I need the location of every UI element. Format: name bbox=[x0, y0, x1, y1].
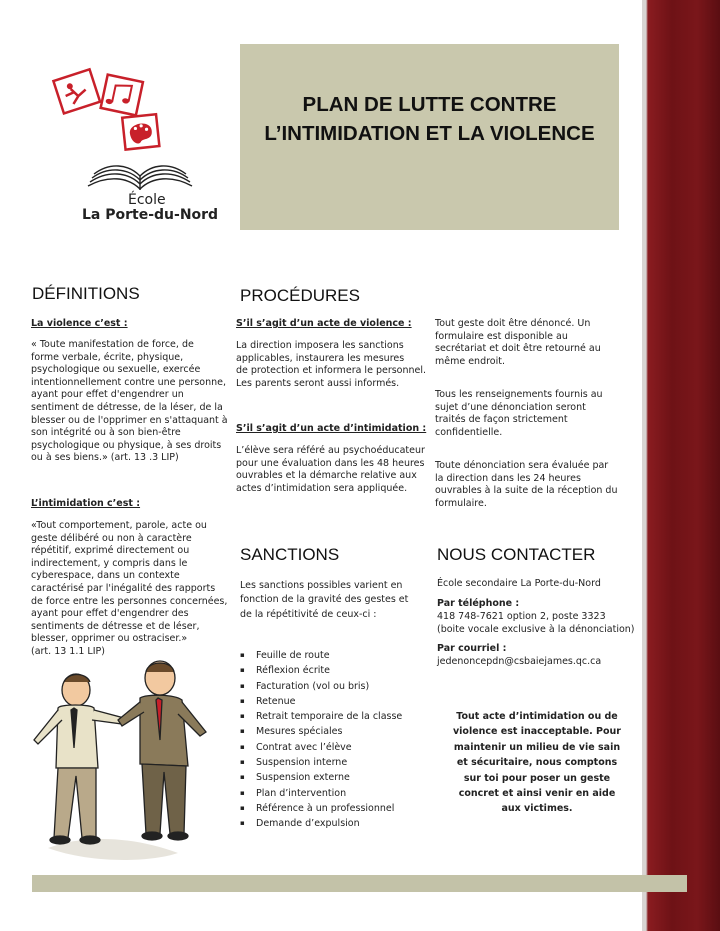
list-item: ▪ Retenue bbox=[240, 694, 402, 709]
arguing-people-illustration bbox=[28, 648, 218, 868]
intimidation-definition-label: L’intimidation c’est : bbox=[31, 498, 141, 509]
logo-text-ecole: École bbox=[128, 192, 166, 208]
definitions-heading: DÉFINITIONS bbox=[32, 284, 140, 303]
sanctions-heading: SANCTIONS bbox=[240, 545, 340, 564]
email-link[interactable]: jedenoncepdn@csbaiejames.qc.ca bbox=[437, 656, 602, 667]
violence-definition-text: « Toute manifestation de force, de forme verbale, écrite, physique, psychologique ou sexuelle, exercée intentionnellement contre une personne, ayant pour effet d'engendrer un sentiment de détresse, de la léser, de la blesser ou de l'opprimer en s'attaquant à son intégrité ou à son bien-être psychologique ou physique, à ses droits ou à ses biens.» (art. 13 .3 LIP) bbox=[31, 339, 228, 464]
list-item: ▪ Demande d’expulsion bbox=[240, 816, 402, 831]
violence-definition-label: La violence c’est : bbox=[31, 318, 128, 329]
palette-icon bbox=[122, 114, 159, 149]
sanctions-list bbox=[240, 648, 402, 832]
list-item: ▪ Contrat avec l’élève bbox=[240, 740, 402, 755]
title-box bbox=[240, 44, 619, 230]
decorative-sidebar bbox=[642, 0, 720, 931]
awareness-callout: Tout acte d’intimidation ou de violence est inacceptable. Pour maintenir un milieu de vie sain et sécuritaire, nous comptons sur toi pour poser un geste concret et ainsi venir en aide aux victimes. bbox=[452, 711, 621, 815]
list-item: ▪ Suspension interne bbox=[240, 755, 402, 770]
list-item: ▪ Plan d’intervention bbox=[240, 786, 402, 801]
intimidation-procedure-text: L’élève sera référé au psychoéducateur pour une évaluation dans les 48 heures ouvrables et la démarche relative aux actes d’intimidation sera appliquée. bbox=[236, 445, 425, 494]
intimidation-procedure-label: S’il s’agit d’un acte d’intimidation : bbox=[236, 423, 427, 434]
violence-procedure-label: S’il s’agit d’un acte de violence : bbox=[236, 318, 412, 329]
phone-number[interactable]: 418 748-7621 option 2, poste 3323 bbox=[437, 611, 606, 622]
sports-figure-icon bbox=[53, 69, 100, 113]
list-item: ▪ Mesures spéciales bbox=[240, 724, 402, 739]
report-info-text: Tout geste doit être dénoncé. Un formulaire est disponible au secrétariat et doit être retourné au même endroit. bbox=[435, 318, 601, 367]
violence-procedure-text: La direction imposera les sanctions applicables, instaurera les mesures de protection et informera le personnel. Les parents seront aussi informés. bbox=[236, 340, 427, 389]
page-title: PLAN DE LUTTE CONTRE L’INTIMIDATION ET LA VIOLENCE bbox=[264, 93, 595, 145]
school-name: École secondaire La Porte-du-Nord bbox=[437, 578, 601, 589]
list-item: ▪ Suspension externe bbox=[240, 770, 402, 785]
music-note-icon bbox=[101, 75, 143, 116]
list-item: ▪ Retrait temporaire de la classe bbox=[240, 709, 402, 724]
bottom-decorative-bar bbox=[32, 875, 687, 892]
list-item: ▪ Réflexion écrite bbox=[240, 663, 402, 678]
phone-label: Par téléphone : bbox=[437, 598, 520, 609]
email-label: Par courriel : bbox=[437, 643, 507, 654]
intimidation-definition-text: «Tout comportement, parole, acte ou geste délibéré ou non à caractère répétitif, exprimé directement ou indirectement, y compris dans le cyberespace, dans un contexte caractérisé par l'inégalité des rapports de force entre les personnes concernées, ayant pour effet d'engendrer des sentiments de détresse et de léser, blesser, opprimer ou ostraciser.» (art. 13 1.1 LIP) bbox=[31, 520, 228, 657]
procedures-heading: PROCÉDURES bbox=[240, 286, 360, 305]
list-item: ▪ Feuille de route bbox=[240, 648, 402, 663]
evaluation-text: Toute dénonciation sera évaluée par la direction dans les 24 heures ouvrables à la suite de la réception du formulaire. bbox=[435, 460, 618, 509]
logo-text-school-name: La Porte-du-Nord bbox=[82, 207, 219, 223]
confidentiality-text: Tous les renseignements fournis au sujet d’une dénonciation seront traités de façon strictement confidentielle. bbox=[435, 389, 603, 438]
list-item: ▪ Facturation (vol ou bris) bbox=[240, 679, 402, 694]
sanctions-intro: Les sanctions possibles varient en fonction de la gravité des gestes et de la répétitivité de ceux-ci : bbox=[240, 580, 409, 620]
contact-heading: NOUS CONTACTER bbox=[437, 545, 596, 564]
phone-note: (boite vocale exclusive à la dénonciation) bbox=[437, 624, 635, 635]
list-item: ▪ Référence à un professionnel bbox=[240, 801, 402, 816]
